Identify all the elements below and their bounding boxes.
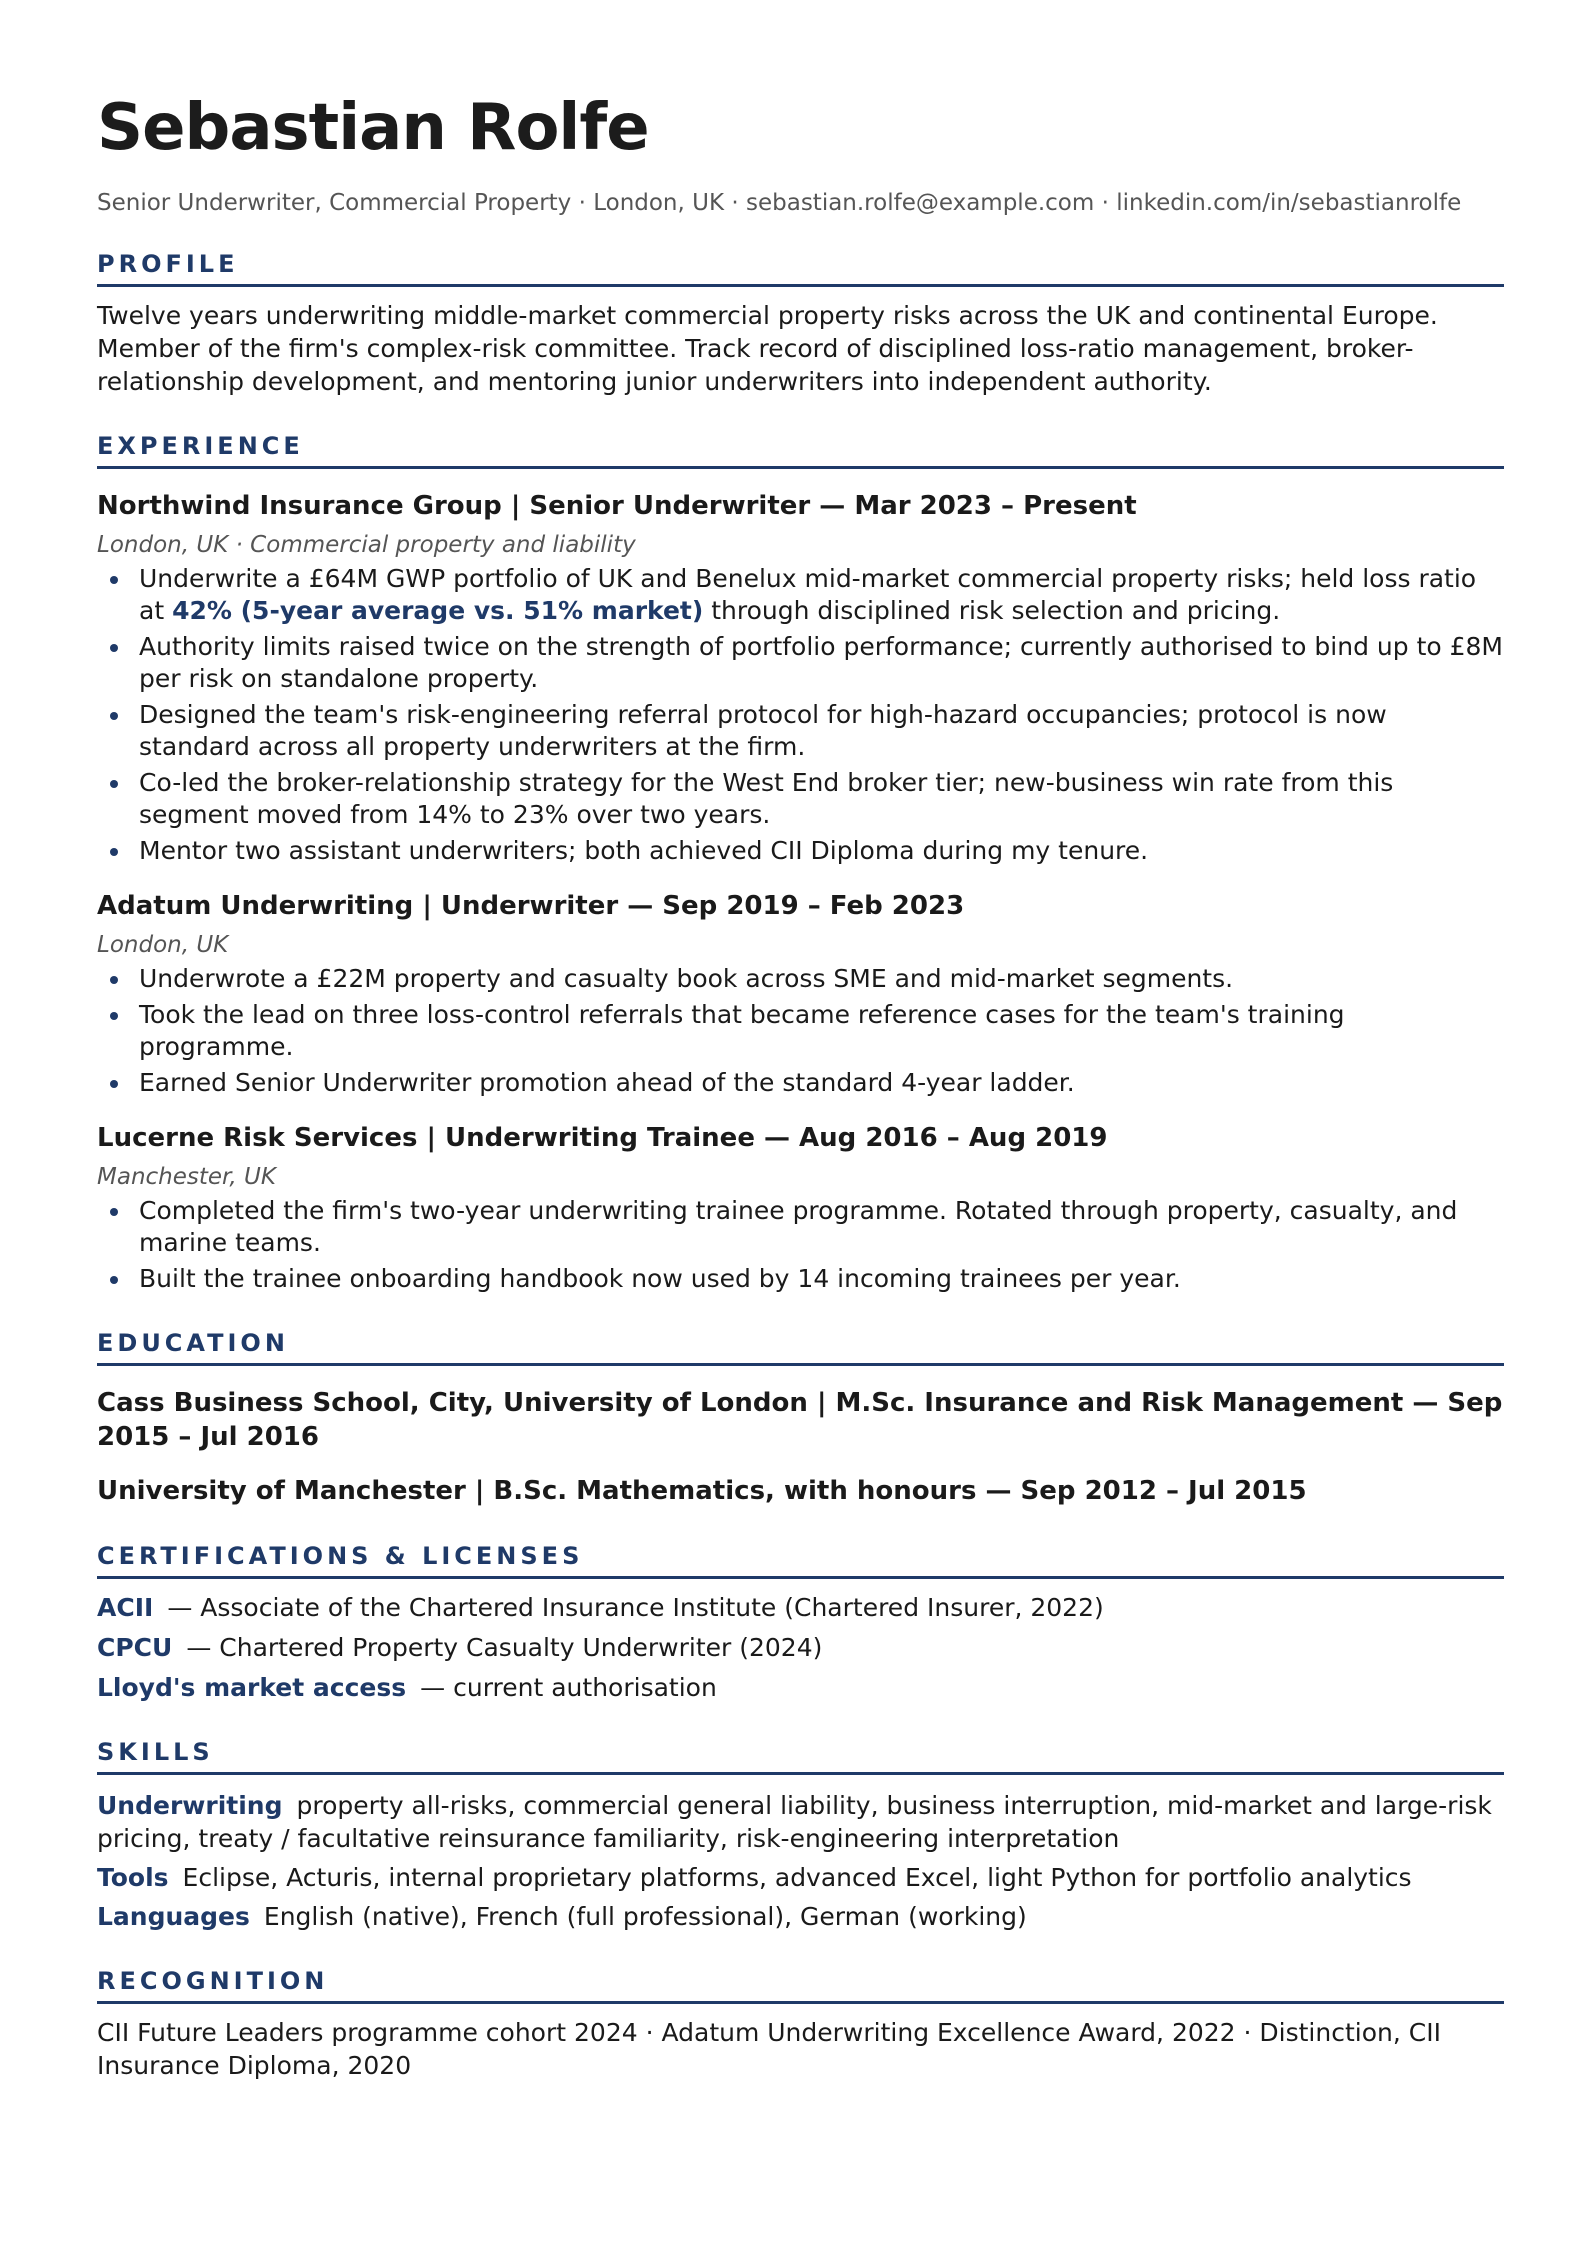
job-bullet: Designed the team's risk-engineering referral protocol for high-hazard occupancies; protocol is now standard across all property underwriters at the firm. (139, 699, 1504, 763)
certification-item (97, 1671, 1504, 1704)
profile-section (97, 250, 1504, 398)
job-heading: Lucerne Risk Services | Underwriting Trainee — Aug 2016 – Aug 2019 (97, 1123, 1108, 1153)
section-title-experience: EXPERIENCE (97, 432, 1504, 469)
job-bullet: Underwrote a £22M property and casualty book across SME and mid-market segments. (139, 963, 1504, 995)
education-entry: Cass Business School, City, University of London | M.Sc. Insurance and Risk Management — Sep 2015 – Jul 2016 (97, 1388, 1503, 1452)
profile-text: Twelve years underwriting middle-market commercial property risks across the UK and continental Europe. Member of the firm's complex-risk committee. Track record of disciplined loss-ratio management, broker-relationship development, and mentoring junior underwriters into independent authority. (97, 301, 1438, 396)
job-bullets (97, 563, 1504, 867)
skill-text: property all-risks, commercial general liability, business interruption, mid-market and large-risk pricing, treaty / facultative reinsurance familiarity, risk-engineering interpretation (97, 1791, 1492, 1853)
skill-row (97, 1789, 1504, 1855)
job-bullet: Built the trainee onboarding handbook now used by 14 incoming trainees per year. (139, 1263, 1504, 1295)
bullet-text: through disciplined risk selection and pricing. (703, 596, 1281, 625)
skills-section (97, 1738, 1504, 1933)
job-heading: Adatum Underwriting | Underwriter — Sep 2019 – Feb 2023 (97, 891, 965, 921)
skill-label: Languages (97, 1902, 250, 1931)
skill-label: Tools (97, 1863, 169, 1892)
contact-line: Senior Underwriter, Commercial Property · London, UK · sebastian.rolfe@example.com · linkedin.com/in/sebastianrolfe (97, 190, 1462, 216)
education-entry: University of Manchester | B.Sc. Mathematics, with honours — Sep 2012 – Jul 2015 (97, 1476, 1307, 1506)
recognition-text: CII Future Leaders programme cohort 2024 · Adatum Underwriting Excellence Award, 2022 · Distinction, CII Insurance Diploma, 2020 (97, 2018, 1441, 2080)
certification-text: — Chartered Property Casualty Underwriter (2024) (186, 1633, 823, 1662)
job-entry (97, 489, 1504, 867)
certification-item (97, 1591, 1504, 1624)
skill-text: English (native), French (full professional), German (working) (263, 1902, 1027, 1931)
job-bullet (139, 563, 1504, 627)
job-location: London, UK · Commercial property and liability (97, 532, 636, 558)
job-bullet: Mentor two assistant underwriters; both achieved CII Diploma during my tenure. (139, 835, 1504, 867)
skill-row (97, 1900, 1504, 1933)
certification-label: Lloyd's market access (97, 1673, 407, 1702)
certifications-section (97, 1542, 1504, 1704)
section-title-education: EDUCATION (97, 1329, 1504, 1366)
skill-text: Eclipse, Acturis, internal proprietary platforms, advanced Excel, light Python for portfolio analytics (182, 1863, 1412, 1892)
experience-list (97, 489, 1504, 1295)
job-bullets (97, 963, 1504, 1099)
job-location: Manchester, UK (97, 1164, 276, 1190)
recognition-section (97, 1967, 1504, 2082)
section-title-recognition: RECOGNITION (97, 1967, 1504, 2004)
section-title-certifications: CERTIFICATIONS & LICENSES (97, 1542, 1504, 1579)
skill-label: Underwriting (97, 1791, 283, 1820)
certification-text: — current authorisation (420, 1673, 717, 1702)
job-bullet: Authority limits raised twice on the strength of portfolio performance; currently authorised to bind up to £8M per risk on standalone property. (139, 632, 1503, 693)
job-entry (97, 1121, 1504, 1295)
job-bullets (97, 1195, 1504, 1295)
certification-label: ACII (97, 1593, 154, 1622)
certification-text: — Associate of the Chartered Insurance Institute (Chartered Insurer, 2022) (167, 1593, 1104, 1622)
job-heading: Northwind Insurance Group | Senior Underwriter — Mar 2023 – Present (97, 491, 1137, 521)
candidate-name: Sebastian Rolfe (97, 91, 649, 165)
job-bullet: Earned Senior Underwriter promotion ahead of the standard 4-year ladder. (139, 1067, 1504, 1099)
education-section (97, 1329, 1504, 1508)
job-bullet: Completed the firm's two-year underwriting trainee programme. Rotated through property, casualty, and marine teams. (139, 1195, 1504, 1259)
job-bullet: Co-led the broker-relationship strategy for the West End broker tier; new-business win rate from this segment moved from 14% to 23% over two years. (139, 767, 1504, 831)
highlight-metric: 42% (5-year average vs. 51% market) (172, 596, 704, 625)
skill-row (97, 1861, 1504, 1894)
experience-section (97, 432, 1504, 1295)
job-bullet: Took the lead on three loss-control referrals that became reference cases for the team's training programme. (139, 999, 1504, 1063)
certification-item (97, 1631, 1504, 1664)
section-title-skills: SKILLS (97, 1738, 1504, 1775)
bullet-text: Underwrite a £64M GWP portfolio of UK and Benelux mid-market commercial property risks; held loss ratio at (139, 564, 1477, 625)
job-location: London, UK (97, 932, 229, 958)
job-entry (97, 889, 1504, 1099)
certification-label: CPCU (97, 1633, 173, 1662)
section-title-profile: PROFILE (97, 250, 1504, 287)
